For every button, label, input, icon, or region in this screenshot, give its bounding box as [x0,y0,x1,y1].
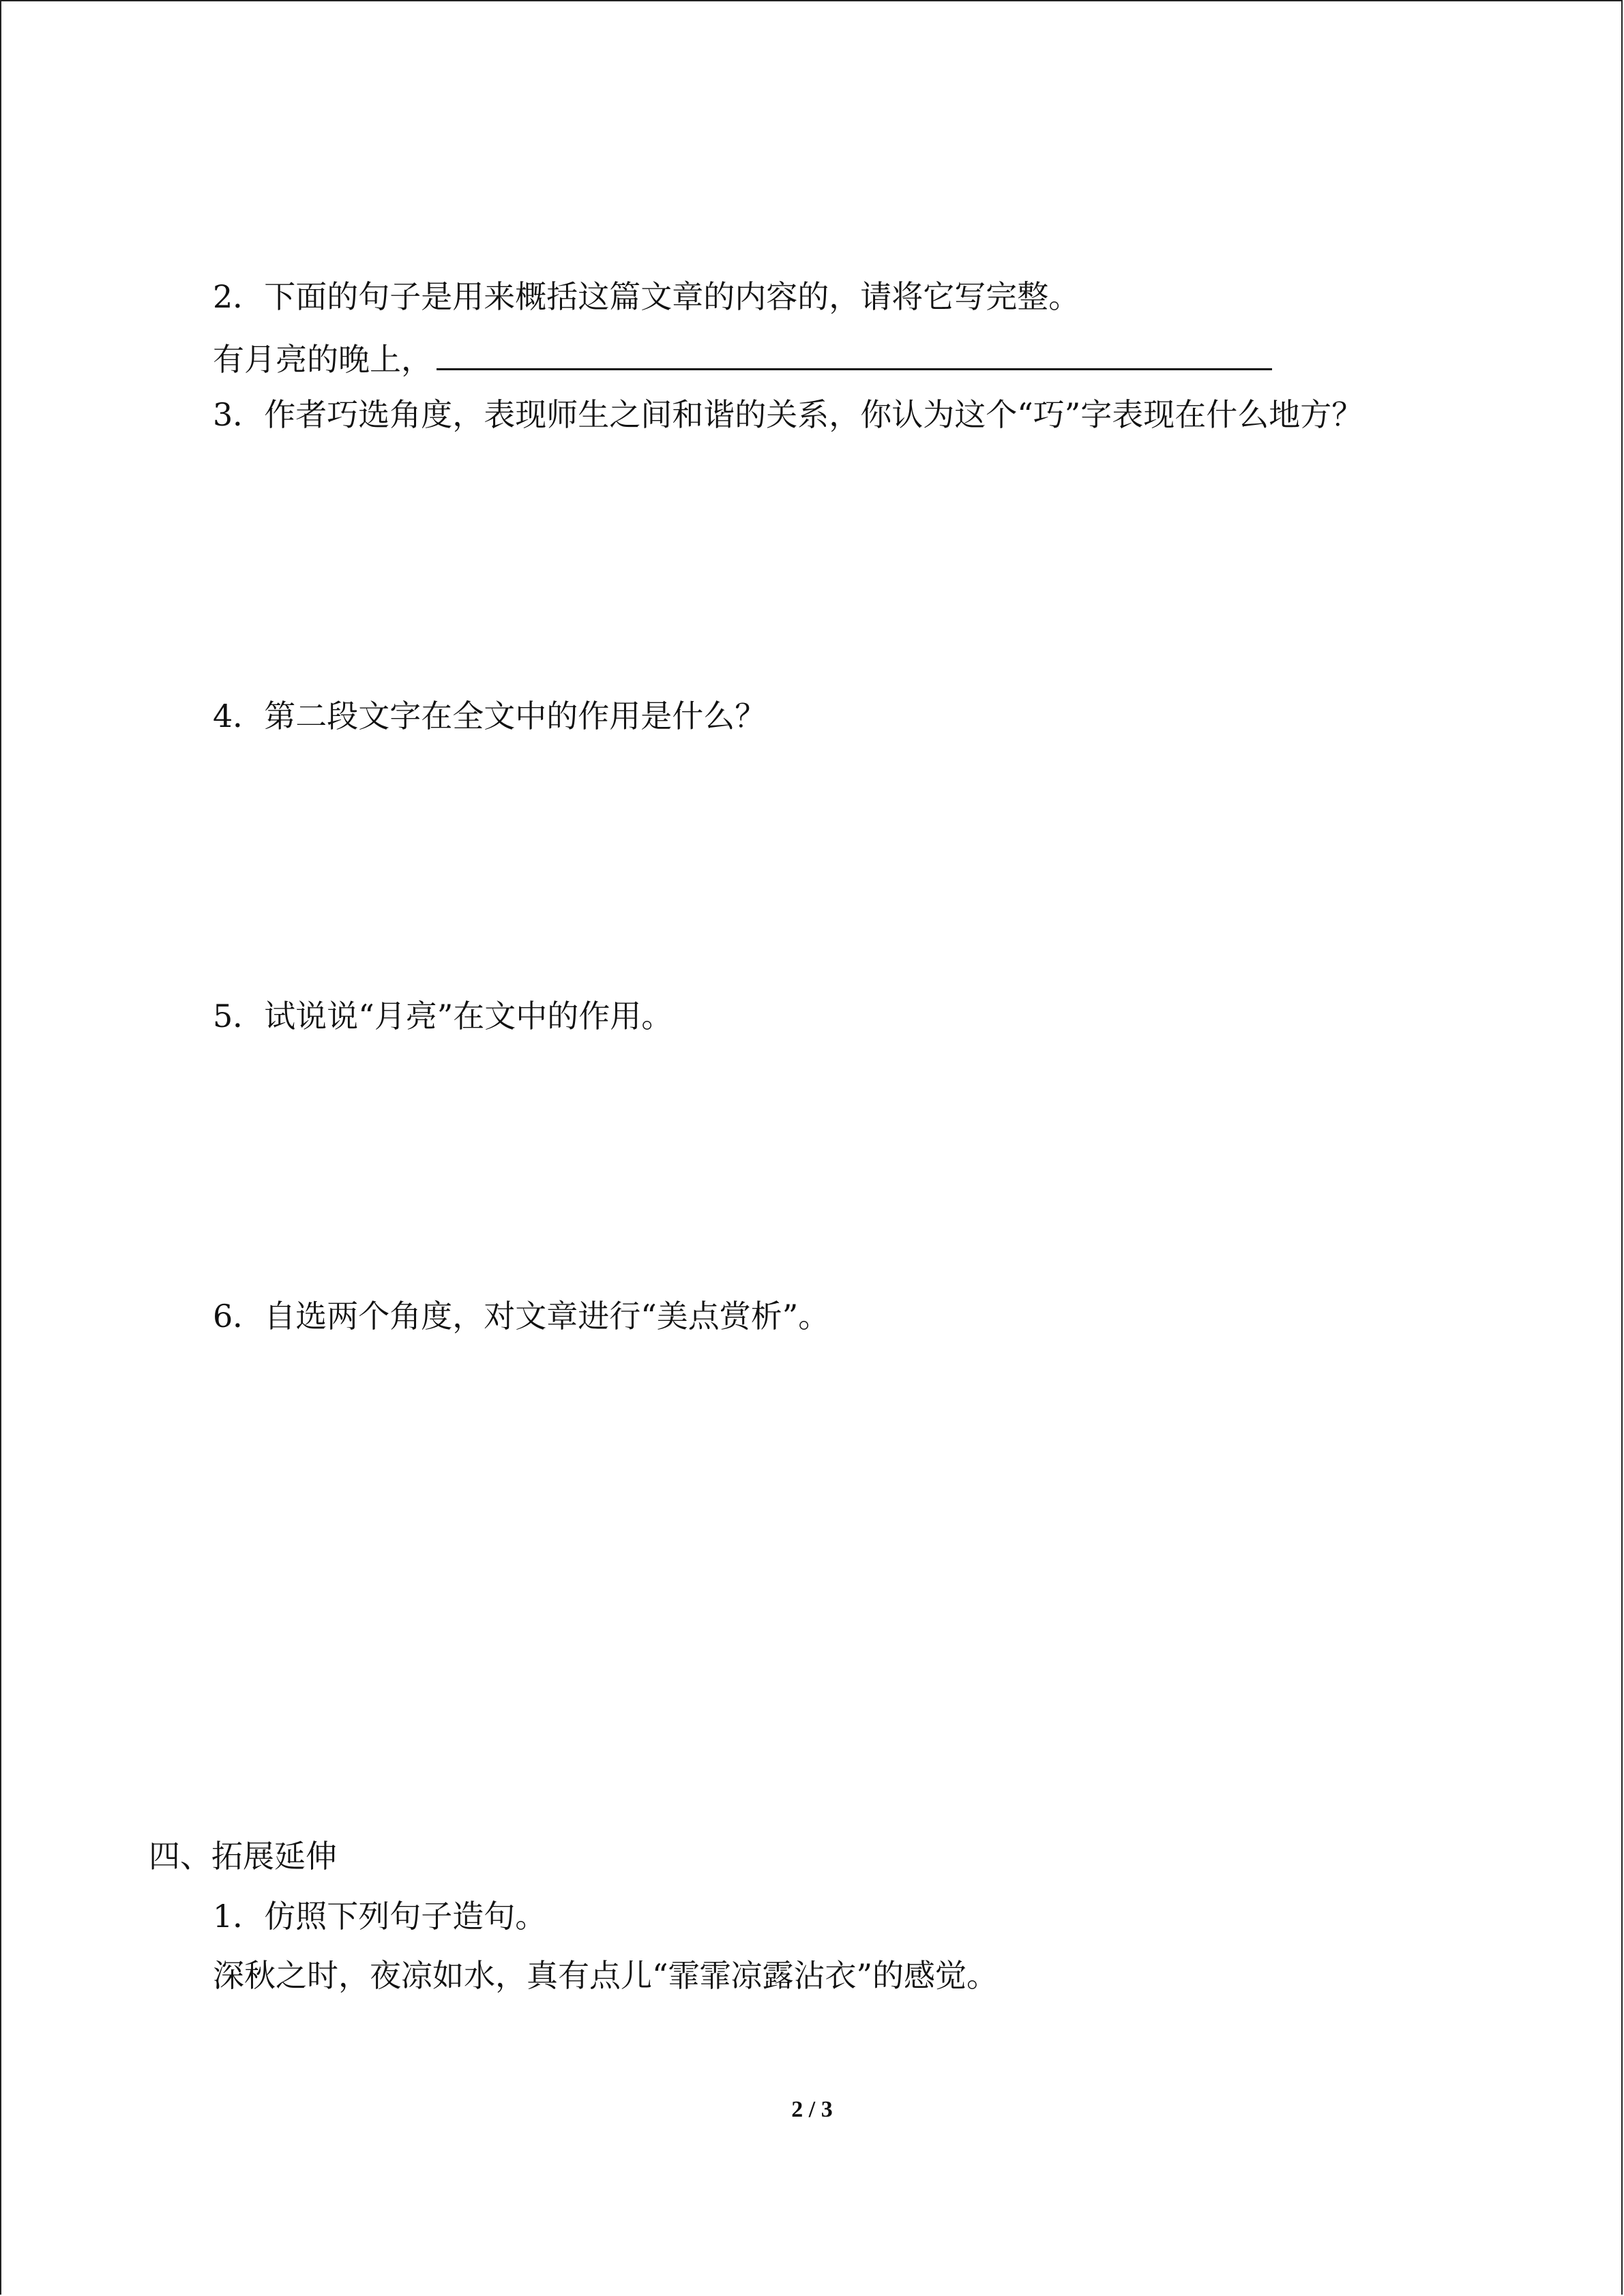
question-4-prompt: 4．第二段文字在全文中的作用是什么？ [213,698,767,734]
question-2-fill-prefix: 有月亮的晚上， [213,341,432,378]
page-number: 2 / 3 [791,2097,833,2122]
section-4-heading: 四、拓展延伸 [149,1838,337,1875]
question-3-prompt: 3．作者巧选角度，表现师生之间和谐的关系，你认为这个“巧”字表现在什么地方？ [213,396,1363,433]
question-6-prompt: 6．自选两个角度，对文章进行“美点赏析”。 [213,1298,830,1335]
section-4-question-1-example: 深秋之时，夜凉如水，真有点儿“霏霏凉露沾衣”的感觉。 [213,1957,999,1994]
question-5-prompt: 5．试说说“月亮”在文中的作用。 [213,998,673,1034]
question-2-fill-line [213,336,1272,380]
question-2-answer-blank[interactable] [437,336,1272,370]
section-4-question-1-prompt: 1．仿照下列句子造句。 [213,1898,547,1935]
question-2-prompt: 2．下面的句子是用来概括这篇文章的内容的，请将它写完整。 [213,278,1080,315]
